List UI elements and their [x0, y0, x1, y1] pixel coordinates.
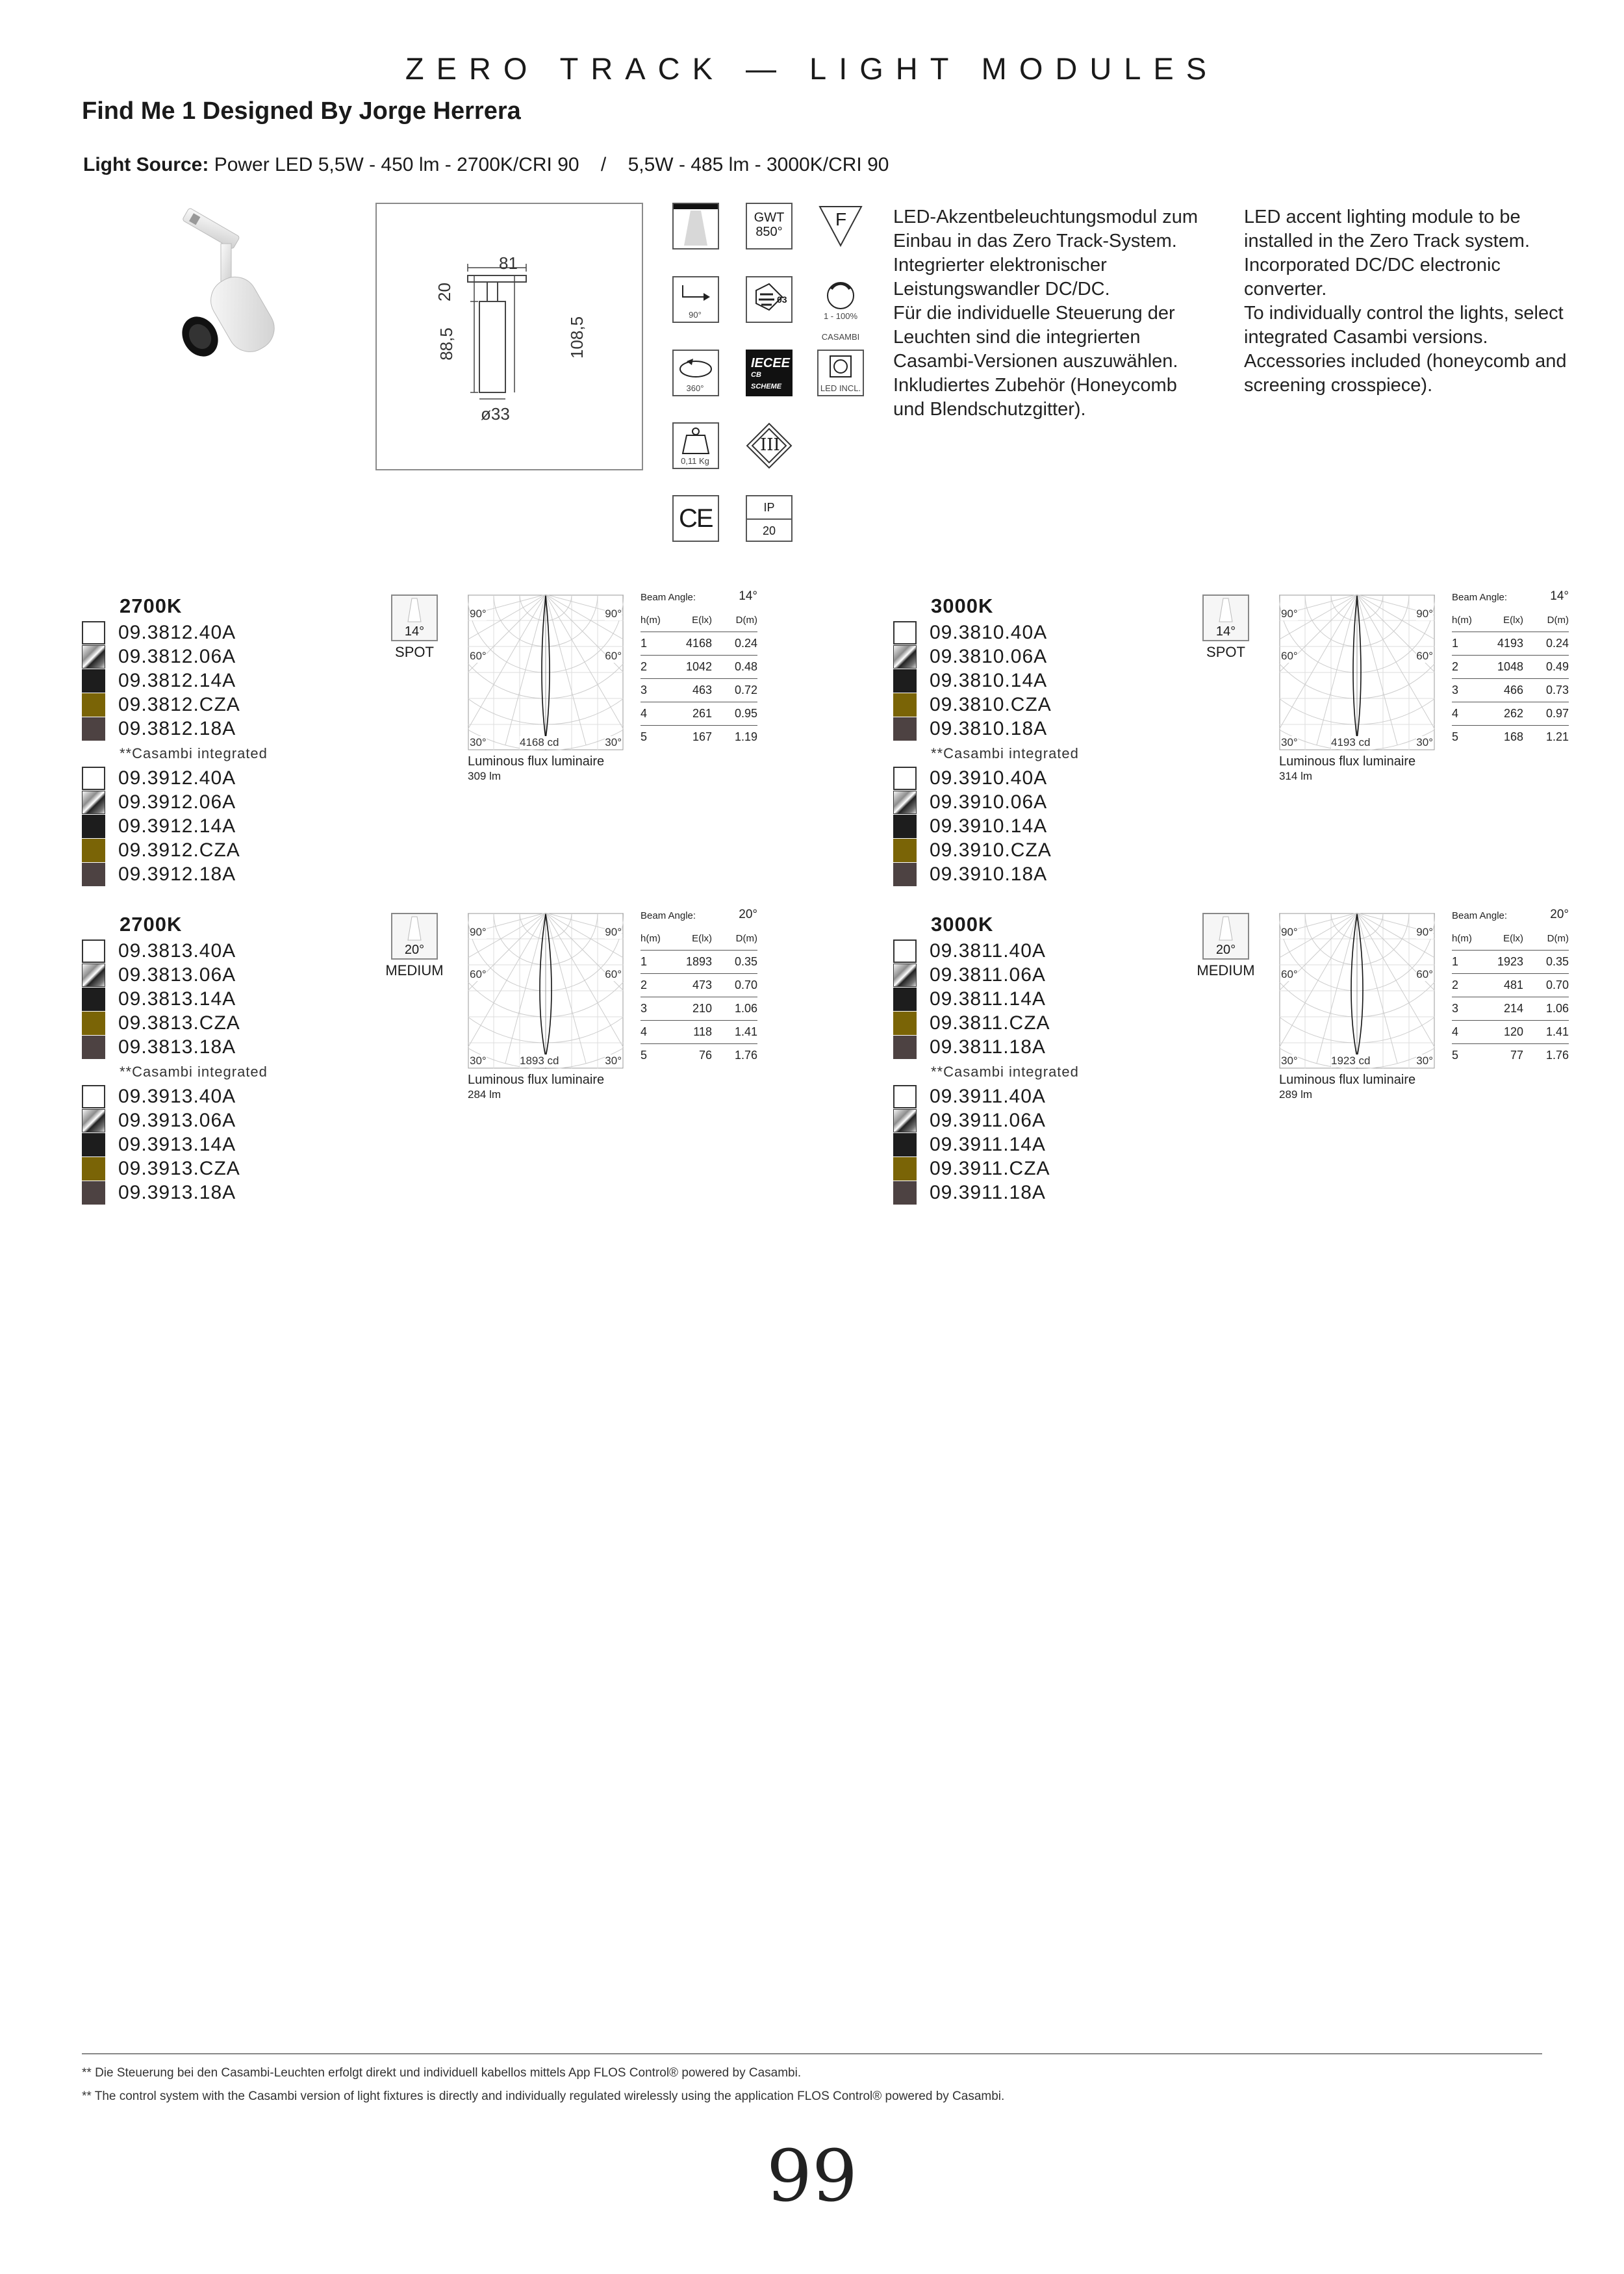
color-temperature: 3000K: [931, 913, 994, 936]
luminous-flux: Luminous flux luminaire 314 lm: [1279, 754, 1416, 782]
photometric-table: Beam Angle: 14° h(m) E(lx) D(m) 1 4193 0.24 2 1048 0.49 3 466 0.73 4 262 0.97 5 168 1.21: [1452, 591, 1569, 748]
light-source-label: Light Source:: [83, 154, 209, 175]
led-included-icon: LED INCL.: [817, 350, 864, 396]
photometric-row: 4 261 0.95: [641, 702, 757, 726]
casambi-article-code: 09.3912.18A: [82, 862, 240, 886]
dimming-icon: 1 - 100% CASAMBI: [817, 276, 864, 323]
casambi-article-code: 09.3910.CZA: [893, 838, 1052, 862]
beam-type: MEDIUM: [1197, 962, 1255, 978]
casambi-note: **Casambi integrated: [120, 1064, 268, 1080]
page-title: ZERO TRACK — LIGHT MODULES: [405, 51, 1219, 86]
finish-swatch: [893, 1036, 917, 1059]
casambi-article-code: 09.3910.40A: [893, 766, 1052, 790]
finish-swatch: [893, 1012, 917, 1035]
finish-swatch: [82, 839, 105, 862]
article-code: 09.3810.CZA: [893, 693, 1052, 717]
photometric-row: 2 473 0.70: [641, 974, 757, 997]
luminous-flux: Luminous flux luminaire 289 lm: [1279, 1073, 1416, 1101]
article-code: 09.3813.14A: [82, 987, 240, 1011]
finish-swatch: [893, 767, 917, 790]
casambi-article-code: 09.3912.06A: [82, 790, 240, 814]
luminous-flux: Luminous flux luminaire 284 lm: [468, 1073, 605, 1101]
finish-swatch: [82, 863, 105, 886]
finish-swatch: [893, 621, 917, 645]
finish-swatch: [893, 815, 917, 838]
finish-swatch: [82, 1085, 105, 1108]
casambi-article-code: 09.3911.18A: [893, 1181, 1050, 1205]
article-code: 09.3812.40A: [82, 620, 240, 645]
photometric-row: 1 4168 0.24: [641, 632, 757, 656]
photometric-row: 3 466 0.73: [1452, 679, 1569, 702]
finish-swatch: [82, 1012, 105, 1035]
finish-swatch: [82, 1036, 105, 1059]
footnote-german: ** Die Steuerung bei den Casambi-Leuchten erfolgt direkt und individuell kabellos mittels App FLOS Control® powered by Casambi.: [82, 2066, 802, 2080]
casambi-article-code: 09.3911.14A: [893, 1132, 1050, 1156]
tilt-icon: 90°: [672, 276, 719, 323]
photometric-row: 1 1893 0.35: [641, 951, 757, 974]
finish-swatch: [82, 988, 105, 1011]
photometric-row: 4 262 0.97: [1452, 702, 1569, 726]
dim-head: 20: [434, 283, 454, 301]
photometric-row: 4 118 1.41: [641, 1021, 757, 1044]
finish-swatch: [82, 645, 105, 669]
finish-swatch: [82, 791, 105, 814]
finish-swatch: [82, 621, 105, 645]
finish-swatch: [82, 939, 105, 963]
casambi-article-codes: [82, 766, 240, 886]
beam-spread-icon: 20°: [391, 913, 438, 960]
polar-diagram: 90° 90° 60° 60° 30° 30° 1893 cd: [468, 913, 624, 1069]
dim-width: 81: [499, 253, 518, 273]
finish-swatch: [82, 767, 105, 790]
article-code: 09.3813.CZA: [82, 1011, 240, 1035]
article-code: 09.3811.40A: [893, 939, 1050, 963]
finish-swatch: [893, 1085, 917, 1108]
finish-swatch: [893, 1109, 917, 1132]
finish-swatch: [82, 815, 105, 838]
finish-swatch: [893, 1133, 917, 1156]
photometric-row: 2 1048 0.49: [1452, 656, 1569, 679]
ce-icon: CE: [672, 495, 719, 542]
article-code: 09.3812.CZA: [82, 693, 240, 717]
class-iii-icon: III: [746, 422, 793, 469]
beam-spread-icon: 14°: [391, 594, 438, 641]
beam-spread-icon: 20°: [1202, 913, 1249, 960]
spot-downlight-icon: [672, 203, 719, 249]
finish-swatch: [893, 717, 917, 741]
peak-intensity: 1893 cd: [520, 1054, 559, 1067]
photometric-row: 3 463 0.72: [641, 679, 757, 702]
finish-swatch: [82, 717, 105, 741]
casambi-article-code: 09.3913.CZA: [82, 1156, 240, 1181]
finish-swatch: [82, 1157, 105, 1181]
polar-diagram: 90° 90° 60° 60° 30° 30° 4193 cd: [1279, 594, 1435, 750]
rotate-icon: 360°: [672, 350, 719, 396]
photometric-table: Beam Angle: 20° h(m) E(lx) D(m) 1 1893 0.35 2 473 0.70 3 210 1.06 4 118 1.41 5 76 1.76: [641, 909, 757, 1067]
finish-swatch: [82, 1181, 105, 1205]
casambi-article-code: 09.3913.18A: [82, 1181, 240, 1205]
footnote-english: ** The control system with the Casambi version of light fixtures is directly and individually regulated wirelessly using the application FLOS Control® powered by Casambi.: [82, 2089, 1005, 2103]
casambi-note: **Casambi integrated: [120, 745, 268, 761]
photometric-table: Beam Angle: 20° h(m) E(lx) D(m) 1 1923 0.35 2 481 0.70 3 214 1.06 4 120 1.41 5 77 1.76: [1452, 909, 1569, 1067]
casambi-article-codes: [82, 1084, 240, 1205]
photometric-row: 5 167 1.19: [641, 730, 757, 743]
article-code: 09.3813.40A: [82, 939, 240, 963]
peak-intensity: 1923 cd: [1331, 1054, 1371, 1067]
photometric-row: 5 77 1.76: [1452, 1049, 1569, 1062]
dim-diameter: ø33: [481, 404, 510, 424]
photometric-row: 3 210 1.06: [641, 997, 757, 1021]
article-code: 09.3813.18A: [82, 1035, 240, 1059]
finish-swatch: [82, 1133, 105, 1156]
article-code: 09.3811.14A: [893, 987, 1050, 1011]
gwt-icon: GWT 850°: [746, 203, 793, 249]
photometric-row: 2 1042 0.48: [641, 656, 757, 679]
finish-swatch: [893, 863, 917, 886]
casambi-article-code: 09.3913.40A: [82, 1084, 240, 1108]
finish-swatch: [893, 988, 917, 1011]
photometric-row: 5 76 1.76: [641, 1049, 757, 1062]
casambi-article-codes: [893, 766, 1052, 886]
article-codes: [82, 620, 240, 741]
finish-swatch: [82, 1109, 105, 1132]
color-temperature: 2700K: [120, 913, 183, 936]
casambi-article-code: 09.3910.18A: [893, 862, 1052, 886]
peak-intensity: 4193 cd: [1331, 736, 1371, 748]
finish-swatch: [893, 693, 917, 717]
casambi-article-code: 09.3912.14A: [82, 814, 240, 838]
color-temperature: 2700K: [120, 594, 183, 617]
article-codes: [893, 939, 1050, 1059]
casambi-article-code: 09.3910.06A: [893, 790, 1052, 814]
finish-swatch: [82, 964, 105, 987]
casambi-article-code: 09.3910.14A: [893, 814, 1052, 838]
article-code: 09.3810.18A: [893, 717, 1052, 741]
description-english: LED accent lighting module to be installed in the Zero Track system. Incorporated DC/DC electronic converter. To individually control the lights, select integrated Casambi versions. Accessories included (honeycomb and screening crosspiece).: [1244, 207, 1567, 396]
casambi-article-codes: [893, 1084, 1050, 1205]
article-codes: [82, 939, 240, 1059]
luminous-flux: Luminous flux luminaire 309 lm: [468, 754, 605, 782]
finish-swatch: [82, 669, 105, 693]
photometric-row: 2 481 0.70: [1452, 974, 1569, 997]
article-code: 09.3811.CZA: [893, 1011, 1050, 1035]
beam-type: SPOT: [1206, 644, 1245, 660]
casambi-article-code: 09.3911.40A: [893, 1084, 1050, 1108]
casambi-note: **Casambi integrated: [931, 745, 1079, 761]
description-german: LED-Akzentbeleuchtungsmodul zum Einbau in das Zero Track-System. Integrierter elektronischer Leistungswandler DC/DC. Für die individuelle Steuerung der Leuchten sind die integrierten Casambi-Versionen auszuwählen. Inkludiertes Zubehör (Honeycomb und Blendschutzgitter).: [893, 207, 1199, 420]
photometric-table: Beam Angle: 14° h(m) E(lx) D(m) 1 4168 0.24 2 1042 0.48 3 463 0.72 4 261 0.95 5 167 1.19: [641, 591, 757, 748]
finish-swatch: [893, 1181, 917, 1205]
color-temperature: 3000K: [931, 594, 994, 617]
photometric-row: 4 120 1.41: [1452, 1021, 1569, 1044]
iecee-cb-icon: IECEE CB SCHEME: [746, 350, 793, 396]
beam-spread-icon: 14°: [1202, 594, 1249, 641]
casambi-article-code: 09.3912.CZA: [82, 838, 240, 862]
casambi-article-code: 09.3913.06A: [82, 1108, 240, 1132]
beam-type: SPOT: [395, 644, 434, 660]
article-code: 09.3812.14A: [82, 669, 240, 693]
footer-rule: [82, 2053, 1542, 2054]
finish-swatch: [893, 1157, 917, 1181]
finish-swatch: [893, 964, 917, 987]
article-code: 09.3813.06A: [82, 963, 240, 987]
photometric-row: 1 1923 0.35: [1452, 951, 1569, 974]
product-photo: [169, 208, 299, 364]
weight-icon: 0,11 Kg: [672, 422, 719, 469]
finish-swatch: [893, 839, 917, 862]
casambi-article-code: 09.3911.CZA: [893, 1156, 1050, 1181]
dimension-drawing: [375, 203, 643, 470]
polar-diagram: 90° 90° 60° 60° 30° 30° 1923 cd: [1279, 913, 1435, 1069]
finish-swatch: [82, 693, 105, 717]
article-code: 09.3811.18A: [893, 1035, 1050, 1059]
light-source-value: Power LED 5,5W - 450 lm - 2700K/CRI 90 / 5,5W - 485 lm - 3000K/CRI 90: [214, 154, 889, 175]
peak-intensity: 4168 cd: [520, 736, 559, 748]
dim-lower: 88,5: [436, 327, 456, 361]
ip-rating-icon: IP 20: [746, 495, 793, 542]
article-code: 09.3812.18A: [82, 717, 240, 741]
article-code: 09.3810.06A: [893, 645, 1052, 669]
photometric-row: 1 4193 0.24: [1452, 632, 1569, 656]
photometric-row: 3 214 1.06: [1452, 997, 1569, 1021]
article-code: 09.3810.40A: [893, 620, 1052, 645]
photometric-row: 5 168 1.21: [1452, 730, 1569, 743]
light-source: [83, 154, 889, 176]
casambi-article-code: 09.3913.14A: [82, 1132, 240, 1156]
article-code: 09.3811.06A: [893, 963, 1050, 987]
energy-class-icon: 03: [746, 276, 793, 323]
article-code: 09.3810.14A: [893, 669, 1052, 693]
finish-swatch: [893, 791, 917, 814]
article-codes: [893, 620, 1052, 741]
finish-swatch: [893, 939, 917, 963]
polar-diagram: 90° 90° 60° 60° 30° 30° 4168 cd: [468, 594, 624, 750]
casambi-article-code: 09.3912.40A: [82, 766, 240, 790]
f-mark-icon: F: [817, 203, 864, 249]
finish-swatch: [893, 669, 917, 693]
casambi-article-code: 09.3911.06A: [893, 1108, 1050, 1132]
page-number: 99: [767, 2134, 857, 2217]
casambi-note: **Casambi integrated: [931, 1064, 1079, 1080]
dim-total: 108,5: [567, 316, 587, 359]
beam-type: MEDIUM: [385, 962, 444, 978]
finish-swatch: [893, 645, 917, 669]
article-code: 09.3812.06A: [82, 645, 240, 669]
product-subtitle: Find Me 1 Designed By Jorge Herrera: [82, 97, 521, 125]
